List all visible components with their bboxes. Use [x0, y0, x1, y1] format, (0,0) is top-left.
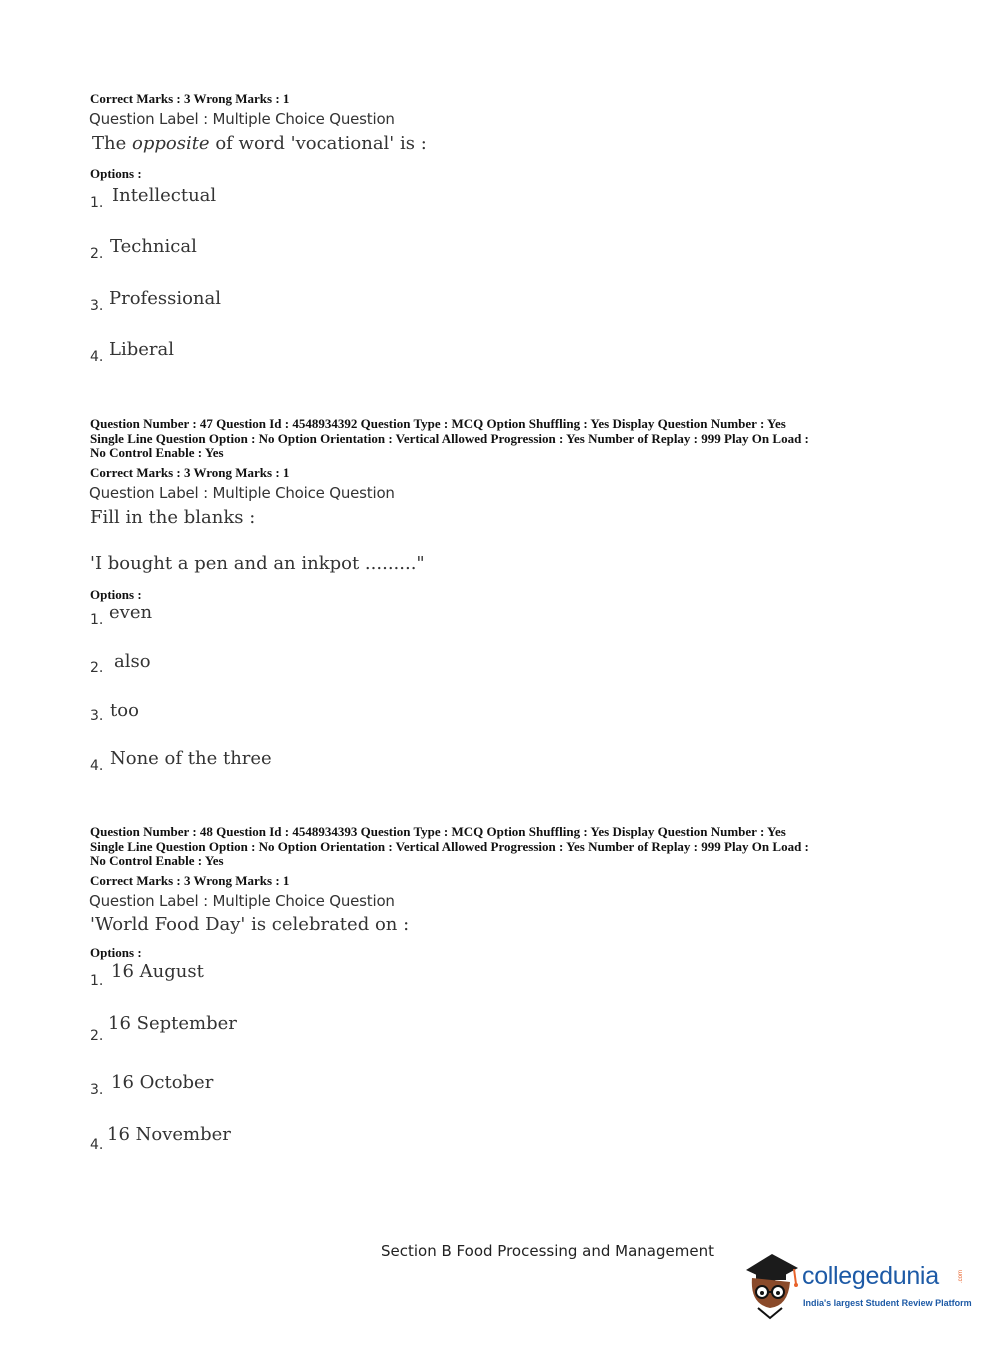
option-text: Professional: [109, 288, 222, 309]
question-text-emphasis: opposite: [131, 133, 210, 154]
question-text-end: of word 'vocational' is :: [209, 133, 427, 154]
option-number: 2.: [90, 1028, 104, 1044]
question-text: [92, 133, 427, 154]
option-number: 3.: [90, 708, 104, 724]
question-sentence: 'I bought a pen and an inkpot .........": [90, 553, 425, 574]
options-heading: Options :: [90, 587, 142, 602]
option-text: also: [114, 651, 151, 672]
question-text: Fill in the blanks :: [90, 507, 256, 528]
option-number: 4.: [90, 1137, 104, 1153]
logo-wordmark: collegedunia: [802, 1262, 939, 1290]
mascot-icon: [742, 1248, 804, 1320]
option-number: 4.: [90, 349, 104, 365]
option-text: Liberal: [109, 339, 174, 360]
option-text: 16 September: [108, 1013, 237, 1034]
metadata-line: Single Line Question Option : No Option Orientation : Vertical Allowed Progression : Yes Number of Replay : 999 Play On Load :: [90, 838, 809, 854]
option-text: 16 November: [107, 1124, 231, 1145]
option-number: 1.: [90, 973, 104, 989]
correct-wrong-marks: Correct Marks : 3 Wrong Marks : 1: [90, 873, 290, 888]
option-text: Technical: [110, 236, 197, 257]
metadata-line: Question Number : 47 Question Id : 4548934392 Question Type : MCQ Option Shuffling : Yes Display Question Number : Yes: [90, 416, 786, 431]
metadata-line: Question Number : 48 Question Id : 4548934393 Question Type : MCQ Option Shuffling : Yes Display Question Number : Yes: [90, 824, 786, 839]
question-label: Question Label : Multiple Choice Question: [89, 892, 395, 910]
option-number: 4.: [90, 758, 104, 774]
question-label: Question Label : Multiple Choice Question: [89, 110, 395, 128]
option-number: 3.: [90, 1082, 104, 1098]
correct-wrong-marks: Correct Marks : 3 Wrong Marks : 1: [90, 465, 290, 480]
question-text: 'World Food Day' is celebrated on :: [90, 914, 410, 935]
option-text: even: [109, 602, 153, 623]
logo-com: .com: [958, 1270, 964, 1284]
option-text: None of the three: [110, 748, 272, 769]
option-number: 1.: [90, 612, 104, 628]
options-heading: Options :: [90, 166, 142, 181]
question-metadata: [90, 417, 809, 461]
option-number: 1.: [90, 195, 104, 211]
question-text-start: The: [92, 133, 132, 154]
correct-wrong-marks: Correct Marks : 3 Wrong Marks : 1: [90, 91, 290, 106]
option-text: 16 August: [111, 961, 204, 982]
option-number: 3.: [90, 298, 104, 314]
option-text: Intellectual: [112, 185, 217, 206]
logo-tagline: India's largest Student Review Platform: [803, 1298, 972, 1308]
options-heading: Options :: [90, 945, 142, 960]
option-text: too: [110, 700, 139, 721]
option-number: 2.: [90, 660, 104, 676]
option-number: 2.: [90, 246, 104, 262]
collegedunia-logo: [742, 1248, 972, 1320]
metadata-line: Single Line Question Option : No Option Orientation : Vertical Allowed Progression : Yes Number of Replay : 999 Play On Load :: [90, 430, 809, 446]
question-label: Question Label : Multiple Choice Question: [89, 484, 395, 502]
option-text: 16 October: [111, 1072, 214, 1093]
metadata-line: No Control Enable : Yes: [90, 445, 224, 460]
section-title: Section B Food Processing and Management: [381, 1242, 714, 1260]
question-metadata: [90, 825, 809, 869]
metadata-line: No Control Enable : Yes: [90, 853, 224, 868]
